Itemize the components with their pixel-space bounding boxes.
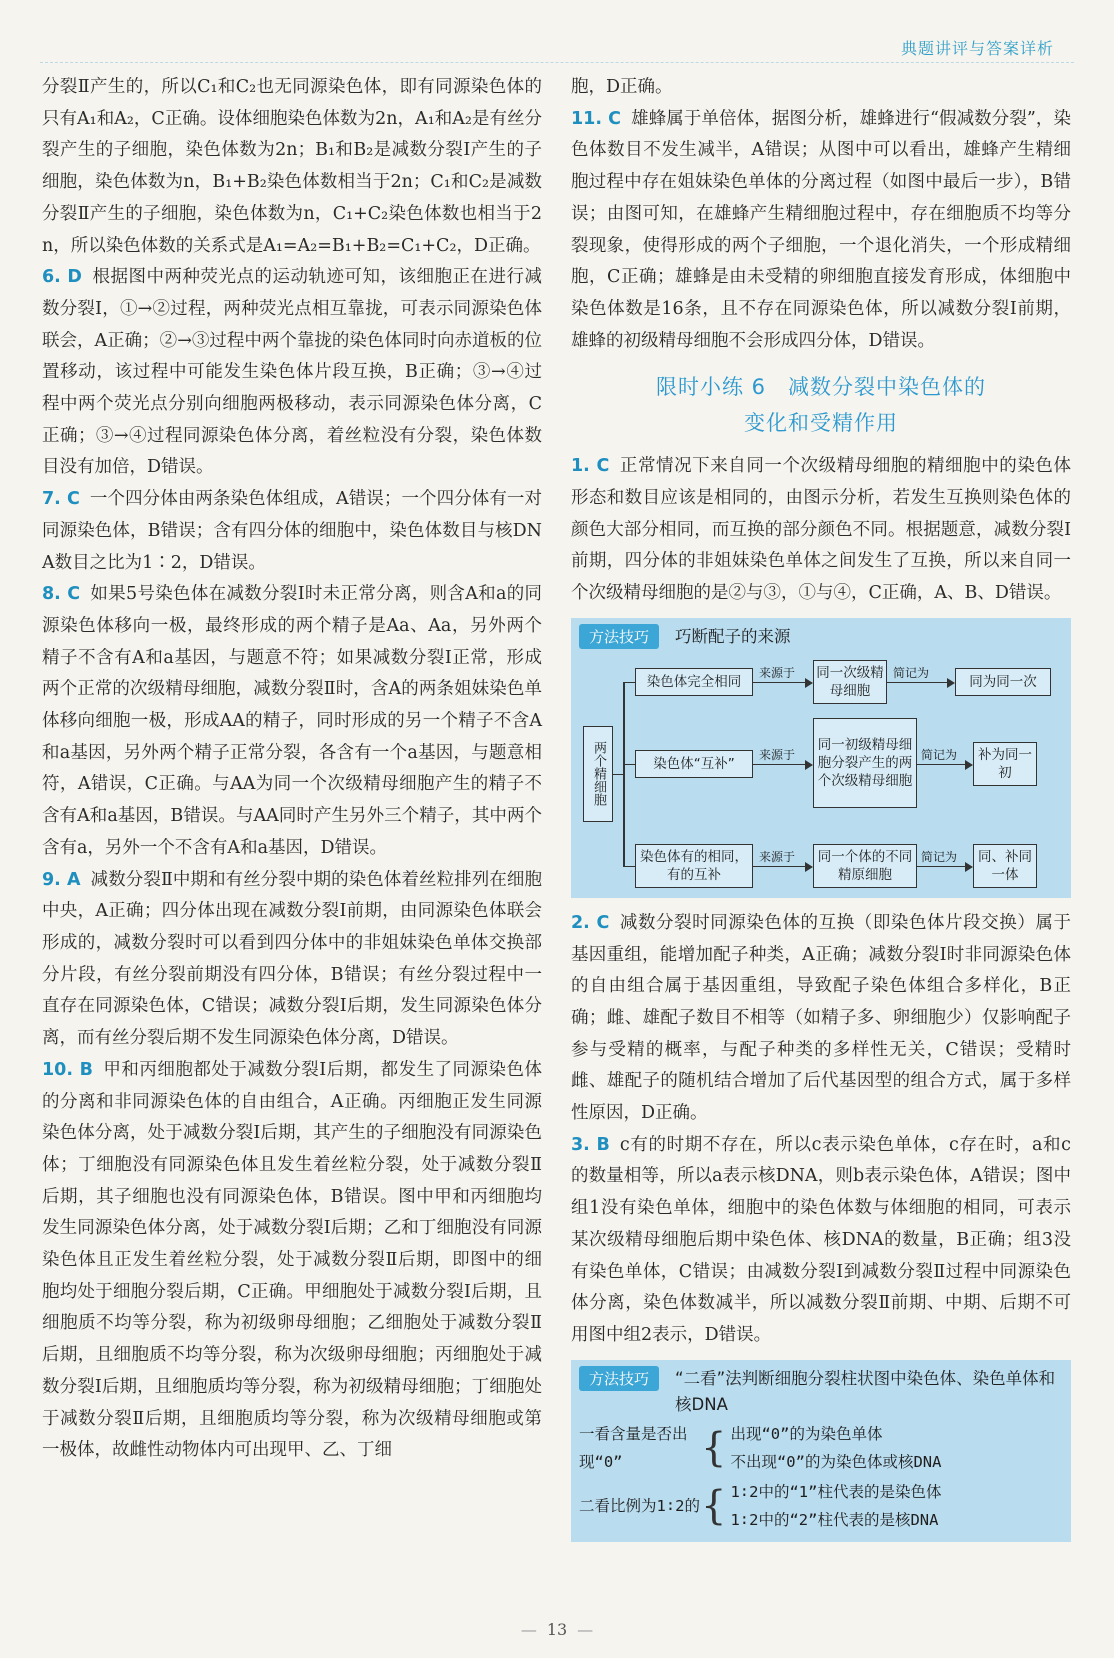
rule-1-answer-b: 不出现“0”的为染色体或核DNA [730, 1452, 942, 1471]
right-paragraph-0: 胞，D正确。 [571, 77, 673, 97]
rule-1-answer-a: 出现“0”的为染色单体 [730, 1424, 883, 1443]
arrow-icon [965, 760, 973, 770]
header-divider [40, 62, 1074, 63]
arrow-icon [947, 678, 955, 688]
answer-6: 6. D 根据图中两种荧光点的运动轨迹可知，该细胞正在进行减数分裂Ⅰ，①→②过程，两种荧光点相互靠拢，可表示同源染色体联会，A正确；②→③过程中两个靠拢的染色体同时向赤道板的位置移动，该过程中可能发生染色体片段互换，B正确；③→④过程中两个荧光点分别向细胞两极移动，表示同源染色体分离，C正确；③→④过程同源染色体分离，着丝粒没有分裂，染色体数目没有加倍，D错误。 [42, 267, 542, 478]
gamete-source-diagram [579, 656, 1063, 888]
arrow-icon [805, 760, 813, 770]
diagram-connector [623, 866, 635, 868]
diagram-arrow-line [753, 682, 805, 684]
footer-dash: — [577, 1620, 594, 1639]
section-title [571, 369, 1071, 441]
answer-7: 7. C 一个四分体由两条染色体组成，A错误；一个四分体有一对同源染色体，B错误；含有四分体的细胞中，染色体数目与核DNA数目之比为1∶2，D错误。 [42, 489, 542, 573]
diagram-connector [623, 764, 635, 766]
method-box-two-look [571, 1360, 1071, 1542]
row3-source: 同一个体的不同精原细胞 [813, 844, 917, 888]
row3-result: 同、补同一体 [973, 844, 1037, 888]
row3-condition: 染色体有的相同，有的互补 [635, 844, 753, 888]
answer-11: 11. C 雄蜂属于单倍体，据图分析，雄蜂进行“假减数分裂”，染色体数目不发生减半，A错误；从图中可以看出，雄蜂产生精细胞过程中存在姐妹染色单体的分离过程（如图中最后一步），B错误；由图可知，在雄蜂产生精细胞过程中，存在细胞质不均等分裂现象，使得形成的两个子细胞，一个退化消失，一个形成精细胞，C正确；雄蜂是由未受精的卵细胞直接发育形成，体细胞中染色体数是16条，且不存在同源染色体，所以减数分裂Ⅰ前期，雄蜂的初级精母细胞不会形成四分体，D错误。 [571, 108, 1071, 351]
answer-10: 10. B 甲和丙细胞都处于减数分裂Ⅰ后期，都发生了同源染色体的分离和非同源染色体的自由组合，A正确。丙细胞正发生同源染色体分离，处于减数分裂Ⅰ后期，其产生的子细胞没有同源染色体；丁细胞没有同源染色体且发生着丝粒分裂，处于减数分裂Ⅱ后期，其子细胞也没有同源染色体，B错误。图中甲和丙细胞均发生同源染色体分离，处于减数分裂Ⅰ后期；乙和丁细胞没有同源染色体且正发生着丝粒分裂，处于减数分裂Ⅱ后期，即图中的细胞均处于细胞分裂后期，C正确。甲细胞处于减数分裂Ⅰ后期，且细胞质不均等分裂，称为初级卵母细胞；乙细胞处于减数分裂Ⅱ后期，且细胞质不均等分裂，称为次级卵母细胞；丙细胞处于减数分裂Ⅰ后期，且细胞质均等分裂，称为初级精母细胞；丁细胞处于减数分裂Ⅱ后期，且细胞质均等分裂，称为次级精母细胞或第一极体，故雌性动物体内可出现甲、乙、丁细 [42, 1059, 542, 1461]
diagram-arrow-line [753, 764, 805, 766]
answer-8: 8. C 如果5号染色体在减数分裂Ⅰ时未正常分离，则含A和a的同源染色体移向一极，最终形成的两个精子是Aa、Aa，另外两个精子不含有A和a基因，与题意不符；如果减数分裂Ⅰ正常，形成两个正常的次级精母细胞，减数分裂Ⅱ时，含A的两条姐妹染色单体移向细胞一极，形成AA的精子，同时形成的另一个精子不含A和a基因，另外两个精子正常分裂，各含有一个a基因，与题意相符，A错误，C正确。与AA为同一个次级精母细胞产生的精子不含有A和a基因，B错误。与AA同时产生另外三个精子，其中两个含有a，另外一个不含有A和a基因，D错误。 [42, 584, 542, 858]
diagram-arrow-line [917, 764, 965, 766]
method-badge: 方法技巧 [579, 1366, 659, 1391]
rule-2-question: 二看比例为1∶2的 [579, 1496, 700, 1515]
brace-icon: { [701, 1482, 727, 1529]
rule-2-answer-a: 1∶2中的“1”柱代表的是染色体 [730, 1482, 942, 1501]
two-look-rules [579, 1420, 1063, 1534]
row3-from-label: 来源于 [759, 849, 796, 864]
left-column [42, 72, 542, 1467]
diagram-arrow-line [753, 866, 805, 868]
diagram-arrow-line [887, 682, 947, 684]
row2-result: 补为同一初 [973, 742, 1037, 786]
footer-dash: — [520, 1620, 537, 1639]
section-title-line1: 限时小练 6 减数分裂中染色体的 [655, 375, 987, 400]
row1-source: 同一次级精母细胞 [813, 660, 887, 704]
method-title: “二看”法判断细胞分裂柱状图中染色体、染色单体和核DNA [675, 1368, 1056, 1414]
right-column [571, 72, 1071, 1552]
header-tag: 典题讲评与答案详析 [900, 39, 1054, 58]
rule-2 [579, 1478, 1063, 1534]
row2-abbr-label: 简记为 [921, 747, 958, 762]
brace-icon: { [701, 1424, 727, 1471]
arrow-icon [805, 678, 813, 688]
row3-abbr-label: 简记为 [921, 849, 958, 864]
practice-answer-3: 3. B c有的时期不存在，所以c表示染色单体，c存在时，a和c的数量相等，所以a表示核DNA，则b表示染色体，A错误；图中组1没有染色单体，细胞中的染色体数与体细胞的相同，可表示某次级精母细胞后期中染色体、核DNA的数量，B正确；组3没有染色单体，C错误；由减数分裂Ⅰ到减数分裂Ⅱ过程中同源染色体分离，染色体数减半，所以减数分裂Ⅱ前期、中期、后期不可用图中组2表示，D错误。 [571, 1134, 1071, 1345]
row1-result: 同为同一次 [955, 668, 1051, 696]
left-paragraph-0: 分裂Ⅱ产生的，所以C₁和C₂也无同源染色体，即有同源染色体的只有A₁和A₂，C正确。设体细胞染色体数为2n，A₁和A₂是有丝分裂产生的子细胞，染色体数为2n；B₁和B₂是减数分裂Ⅰ产生的子细胞，染色体数为n，B₁+B₂染色体数相当于2n；C₁和C₂是减数分裂Ⅱ产生的子细胞，染色体数为n，C₁+C₂染色体数也相当于2n，所以染色体数的关系式是A₁=A₂=B₁+B₂=C₁+C₂，D正确。 [42, 77, 542, 256]
row1-abbr-label: 简记为 [893, 665, 930, 680]
method-badge: 方法技巧 [579, 624, 659, 649]
page-number: — 13 — [520, 1620, 594, 1639]
arrow-icon [805, 862, 813, 872]
method-box-gamete-source [571, 618, 1071, 898]
row2-condition: 染色体“互补” [635, 750, 753, 778]
answer-9: 9. A 减数分裂Ⅱ中期和有丝分裂中期的染色体着丝粒排列在细胞中央，A正确；四分体出现在减数分裂Ⅰ前期，由同源染色体联会形成的，减数分裂时可以看到四分体中的非姐妹染色单体交换部分片段，有丝分裂前期没有四分体，B错误；有丝分裂过程中一直存在同源染色体，C错误；减数分裂Ⅰ后期，发生同源染色体分离，而有丝分裂后期不发生同源染色体分离，D错误。 [42, 869, 542, 1049]
arrow-icon [965, 862, 973, 872]
method-title: 巧断配子的来源 [675, 626, 791, 646]
practice-answer-1: 1. C 正常情况下来自同一个次级精母细胞的精细胞中的染色体形态和数目应该是相同的，由图示分析，若发生互换则染色体的颜色大部分相同，而互换的部分颜色不同。根据题意，减数分裂Ⅰ前期，四分体的非姐妹染色单体之间发生了互换，所以来自同一个次级精母细胞的是②与③，①与④，C正确，A、B、D错误。 [571, 456, 1071, 604]
row1-condition: 染色体完全相同 [635, 668, 753, 696]
diagram-connector [623, 682, 625, 866]
diagram-connector [613, 774, 623, 776]
diagram-arrow-line [917, 866, 965, 868]
diagram-root: 两个精细胞 [583, 726, 613, 822]
row2-from-label: 来源于 [759, 747, 796, 762]
rule-1-question: 一看含量是否出现“0” [579, 1424, 688, 1471]
row1-from-label: 来源于 [759, 665, 796, 680]
section-title-line2: 变化和受精作用 [744, 411, 898, 436]
rule-1 [579, 1420, 1063, 1476]
practice-answer-2: 2. C 减数分裂时同源染色体的互换（即染色体片段交换）属于基因重组，能增加配子种类，A正确；减数分裂Ⅰ时非同源染色体的自由组合属于基因重组，导致配子染色体组合多样化，B正确；雌、雄配子数目不相等（如精子多、卵细胞少）仅影响配子参与受精的概率，与配子种类的多样性无关，C错误；受精时雌、雄配子的随机结合增加了后代基因型的组合方式，属于多样性原因，D正确。 [571, 912, 1071, 1124]
row2-source: 同一初级精母细胞分裂产生的两个次级精母细胞 [813, 718, 917, 808]
rule-2-answer-b: 1∶2中的“2”柱代表的是核DNA [730, 1510, 939, 1529]
diagram-connector [623, 682, 635, 684]
